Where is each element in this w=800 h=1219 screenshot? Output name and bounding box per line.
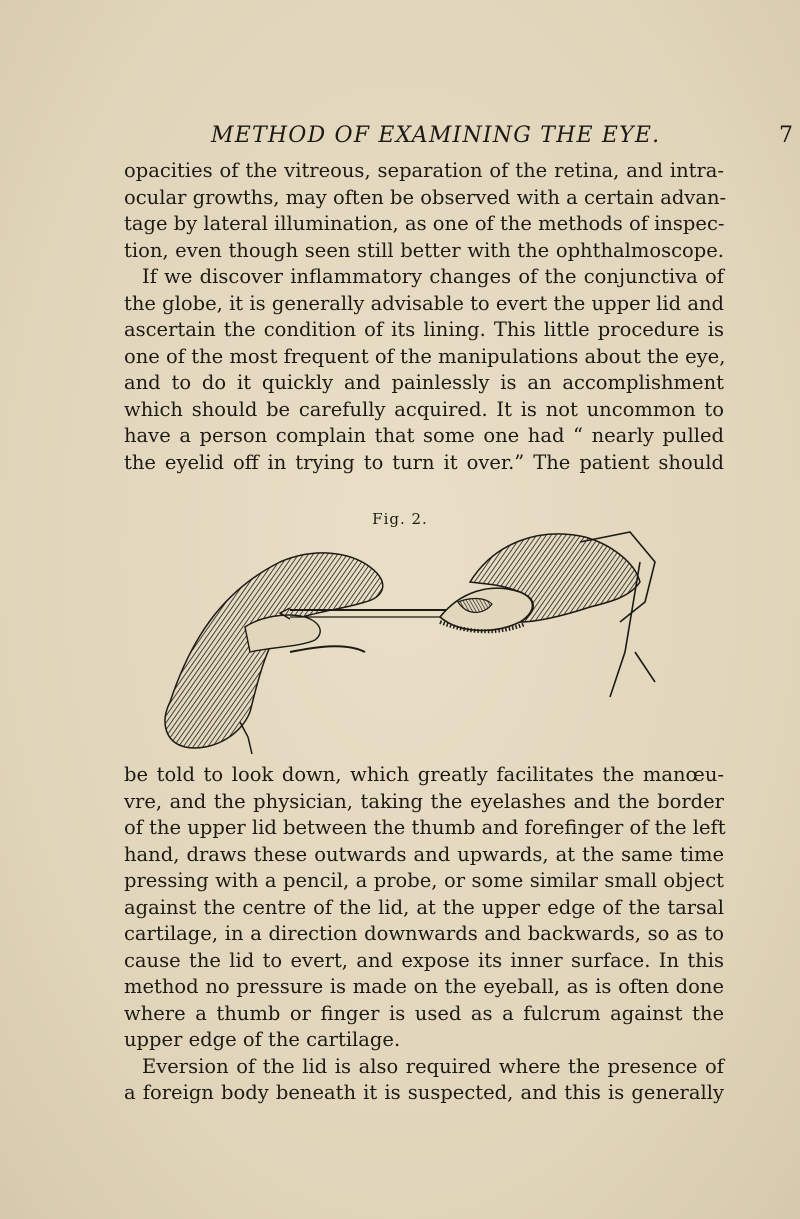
page-number: 7 xyxy=(779,123,793,148)
figure-caption: Fig. 2. xyxy=(372,510,428,528)
text-line: cartilage, in a direction downwards and backwards, so as to xyxy=(124,922,724,945)
text-line: Eversion of the lid is also required where the presence of xyxy=(142,1054,724,1078)
text-line: tion, even though seen still better with the ophthalmoscope. xyxy=(124,238,724,262)
text-line: ocular growths, may often be observed with a certain advan- xyxy=(124,185,727,209)
hand-everting-eyelid-illustration xyxy=(140,522,660,762)
text-line: of the upper lid between the thumb and forefinger of the left xyxy=(124,816,726,839)
text-line: and to do it quickly and painlessly is an accomplishment xyxy=(124,371,724,394)
figure-illustration xyxy=(140,522,660,762)
text-line: upper edge of the cartilage. xyxy=(124,1028,401,1051)
text-line: vre, and the physician, taking the eyelashes and the border xyxy=(124,789,724,813)
text-line: which should be carefully acquired. It is not uncommon to xyxy=(124,397,724,421)
paragraph-1 xyxy=(124,158,727,476)
text-line: the globe, it is generally advisable to evert the upper lid and xyxy=(124,291,724,315)
text-line: opacities of the vitreous, separation of the retina, and intra- xyxy=(124,159,724,182)
text-line: ascertain the condition of its lining. This little procedure is xyxy=(124,318,724,341)
text-line: If we discover inflammatory changes of the conjunctiva of xyxy=(142,265,724,288)
text-line: the eyelid off in trying to turn it over.” The patient should xyxy=(124,450,724,474)
text-line: against the centre of the lid, at the upper edge of the tarsal xyxy=(124,895,724,919)
text-line: where a thumb or finger is used as a fulcrum against the xyxy=(124,1001,724,1025)
running-title: METHOD OF EXAMINING THE EYE. xyxy=(211,123,661,148)
text-line: one of the most frequent of the manipulations about the eye, xyxy=(124,344,726,368)
text-line: a foreign body beneath it is suspected, and this is generally xyxy=(124,1081,724,1104)
text-line: tage by lateral illumination, as one of the methods of inspec- xyxy=(124,212,725,235)
text-line: cause the lid to evert, and expose its inner surface. In this xyxy=(124,948,724,972)
text-line: pressing with a pencil, a probe, or some similar small object xyxy=(124,869,724,892)
text-line: hand, draws these outwards and upwards, at the same time xyxy=(124,842,724,866)
text-line: method no pressure is made on the eyeball, as is often done xyxy=(124,975,724,998)
paragraph-2 xyxy=(124,762,724,1107)
running-head xyxy=(125,122,793,152)
text-line: be told to look down, which greatly facilitates the manœu- xyxy=(124,763,724,786)
text-line: have a person complain that some one had “ nearly pulled xyxy=(124,424,724,447)
